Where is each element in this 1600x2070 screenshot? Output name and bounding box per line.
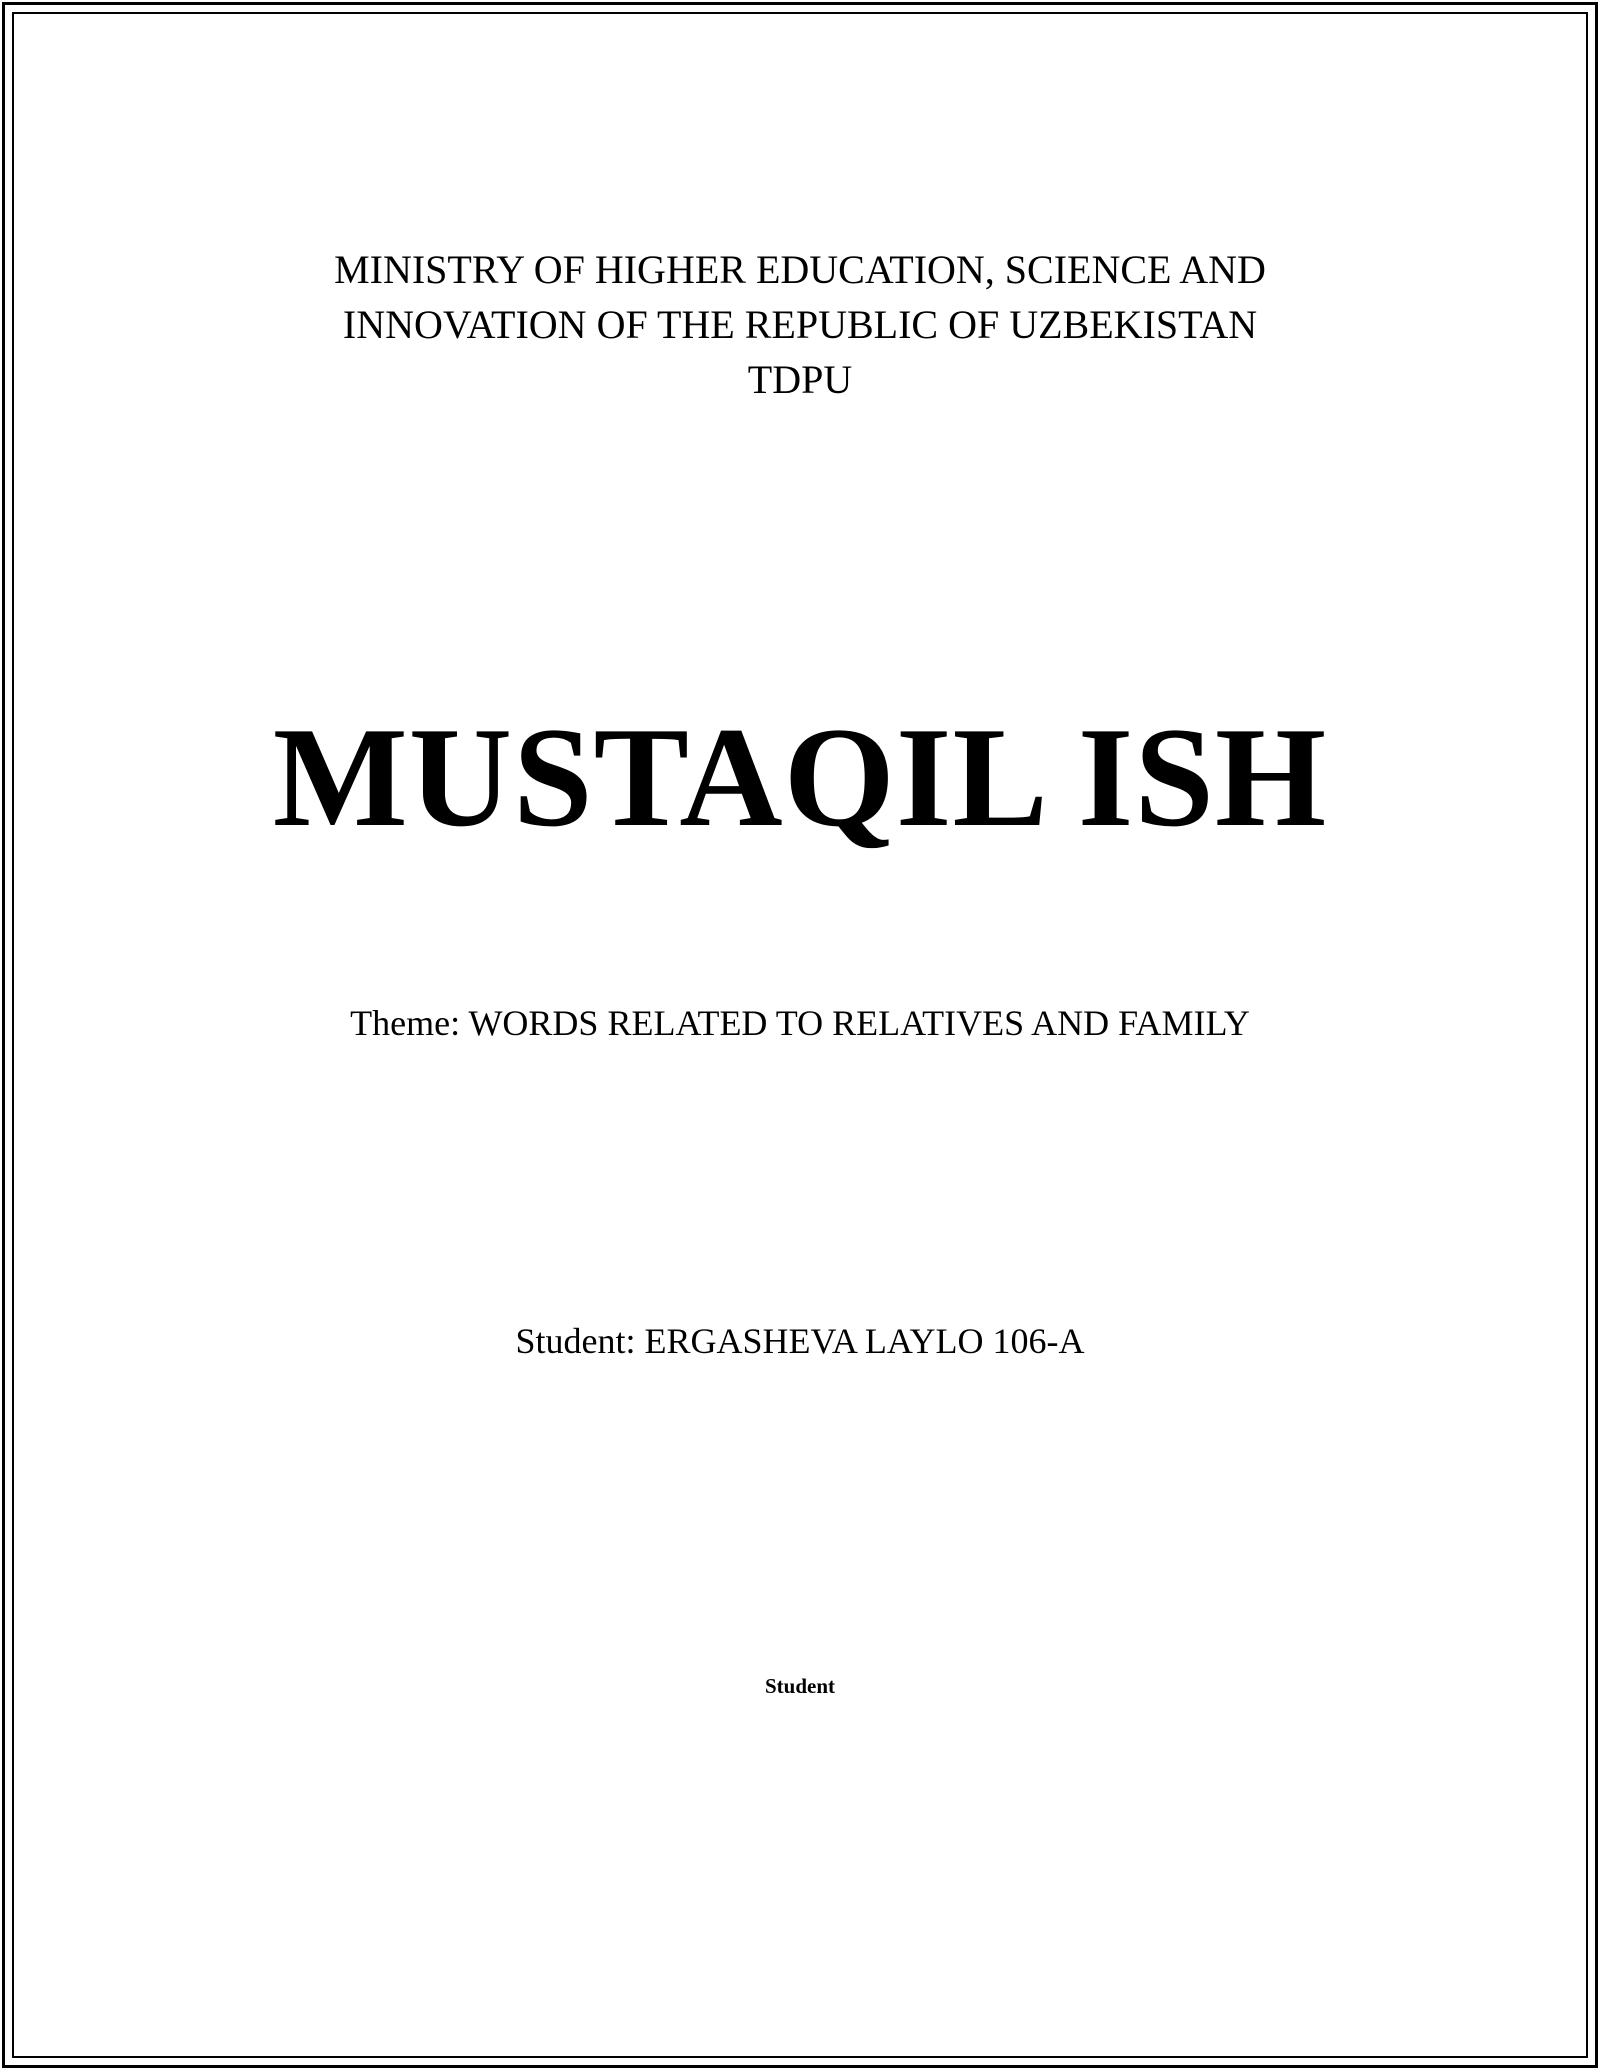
university-name: TDPU [747, 357, 853, 402]
ministry-line-2: INNOVATION OF THE REPUBLIC OF UZBEKISTAN [342, 302, 1258, 347]
student-info: Student: ERGASHEVA LAYLO 106-A [515, 1321, 1085, 1361]
ministry-header [0, 242, 1600, 407]
footer-student-label: Student [764, 1674, 836, 1698]
theme-line: Theme: WORDS RELATED TO RELATIVES AND FAMILY [350, 1003, 1250, 1043]
ministry-line-1: MINISTRY OF HIGHER EDUCATION, SCIENCE AND [334, 247, 1266, 292]
document-title: MUSTAQIL ISH [272, 698, 1328, 856]
